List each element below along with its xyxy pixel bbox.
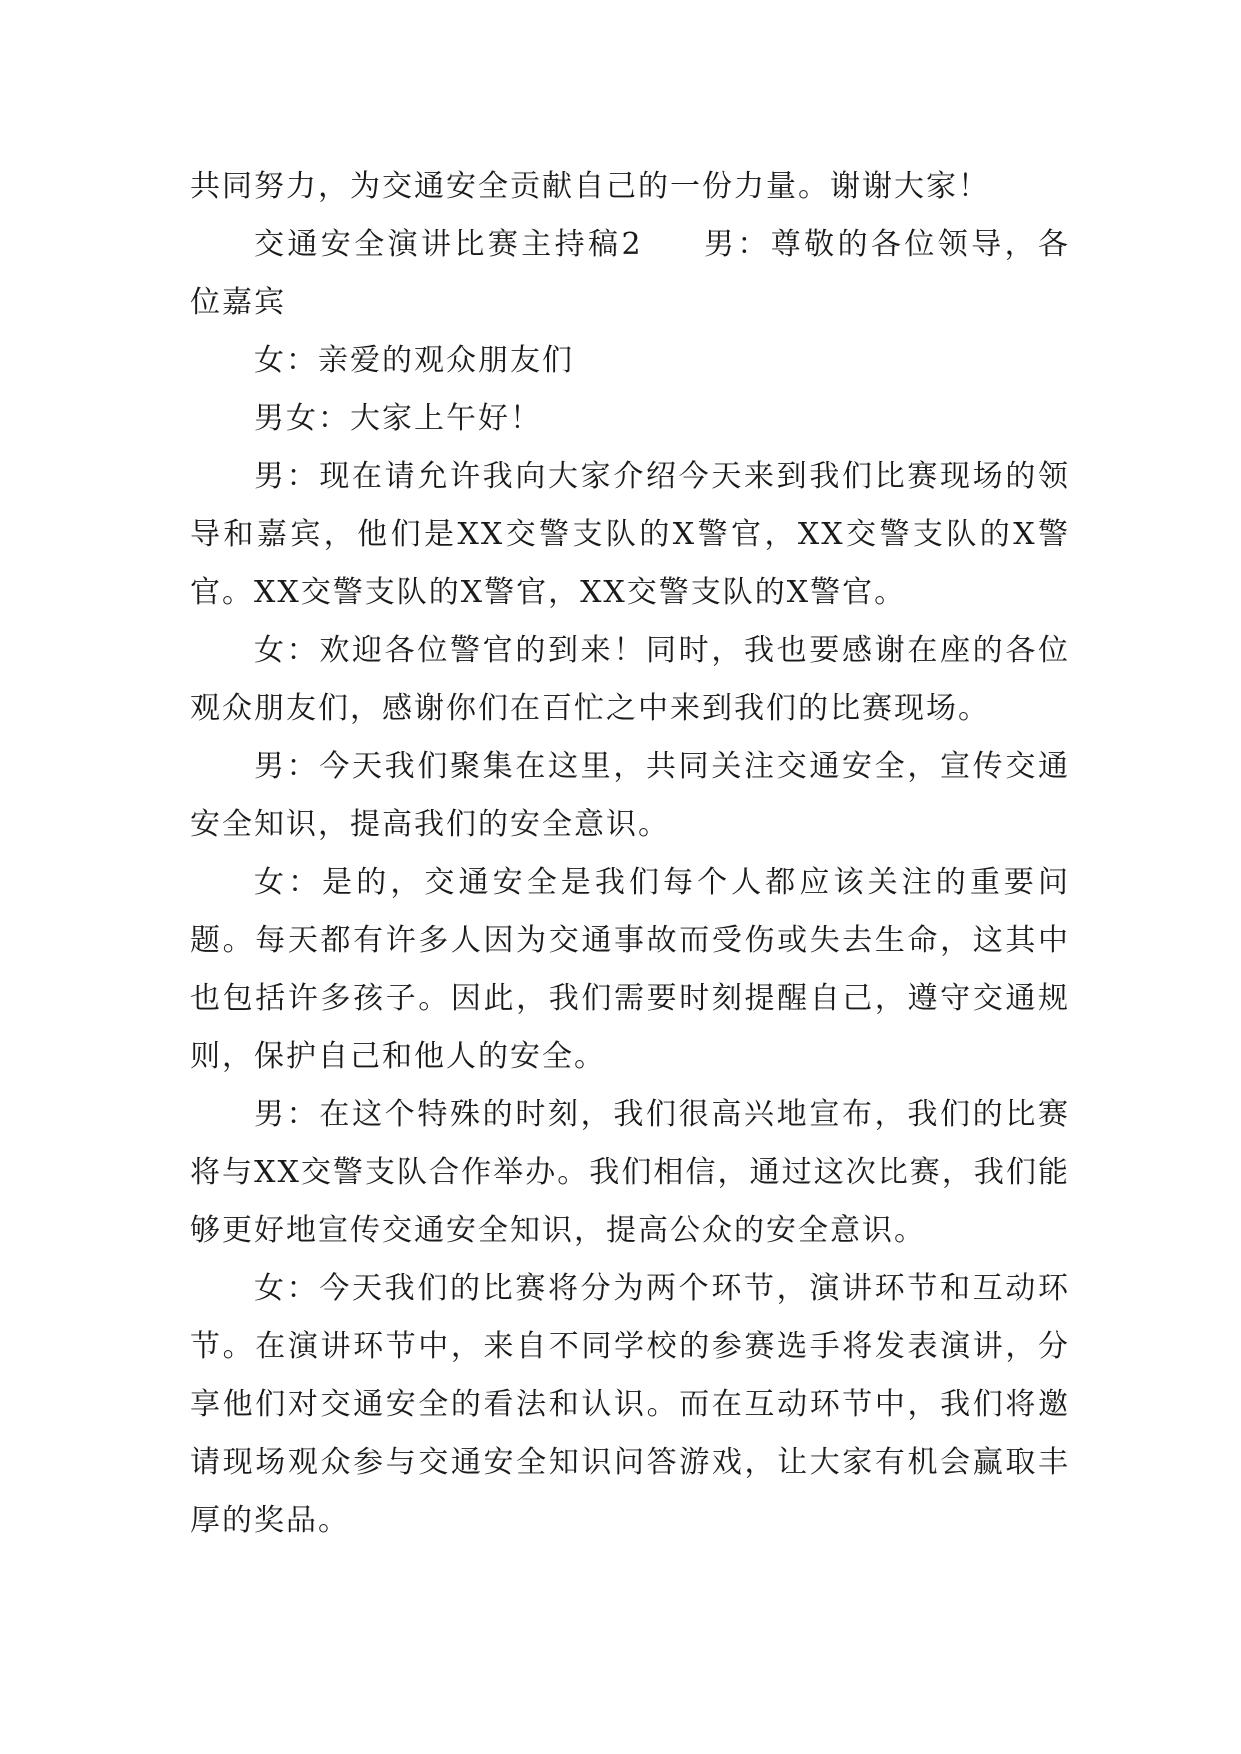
paragraph-joint-greeting: 男女：大家上午好！	[254, 401, 542, 436]
paragraph-introduce-guests: 男：现在请允许我向大家介绍今天来到我们比赛现场的领导和嘉宾，他们是XX交警支队的X警官，XX交警支队的X警官。XX交警支队的X警官，XX交警支队的X警官。	[190, 459, 1070, 610]
document-body	[190, 158, 1070, 1550]
paragraph-heading-opening	[190, 216, 1070, 332]
paragraph-importance: 女：是的，交通安全是我们每个人都应该关注的重要问题。每天都有许多人因为交通事故而受伤或失去生命，这其中也包括许多孩子。因此，我们需要时刻提醒自己，遵守交通规则，保护自己和他人的安全。	[190, 865, 1070, 1074]
paragraph-female-greeting: 女：亲爱的观众朋友们	[254, 343, 574, 378]
paragraph-closing: 共同努力，为交通安全贡献自己的一份力量。谢谢大家！	[190, 169, 990, 204]
paragraph-welcome: 女：欢迎各位警官的到来！同时，我也要感谢在座的各位观众朋友们，感谢你们在百忙之中来到我们的比赛现场。	[190, 633, 1070, 726]
paragraph-agenda: 女：今天我们的比赛将分为两个环节，演讲环节和互动环节。在演讲环节中，来自不同学校的参赛选手将发表演讲，分享他们对交通安全的看法和认识。而在互动环节中，我们将邀请现场观众参与交通安全知识问答游戏，让大家有机会赢取丰厚的奖品。	[190, 1271, 1070, 1538]
paragraph-purpose: 男：今天我们聚集在这里，共同关注交通安全，宣传交通安全知识，提高我们的安全意识。	[190, 749, 1070, 842]
opening-line: 男：尊敬的各位领导，各位嘉宾	[190, 227, 1070, 320]
paragraph-announcement: 男：在这个特殊的时刻，我们很高兴地宣布，我们的比赛将与XX交警支队合作举办。我们相信，通过这次比赛，我们能够更好地宣传交通安全知识，提高公众的安全意识。	[190, 1097, 1070, 1248]
section-title: 交通安全演讲比赛主持稿2	[254, 227, 643, 262]
